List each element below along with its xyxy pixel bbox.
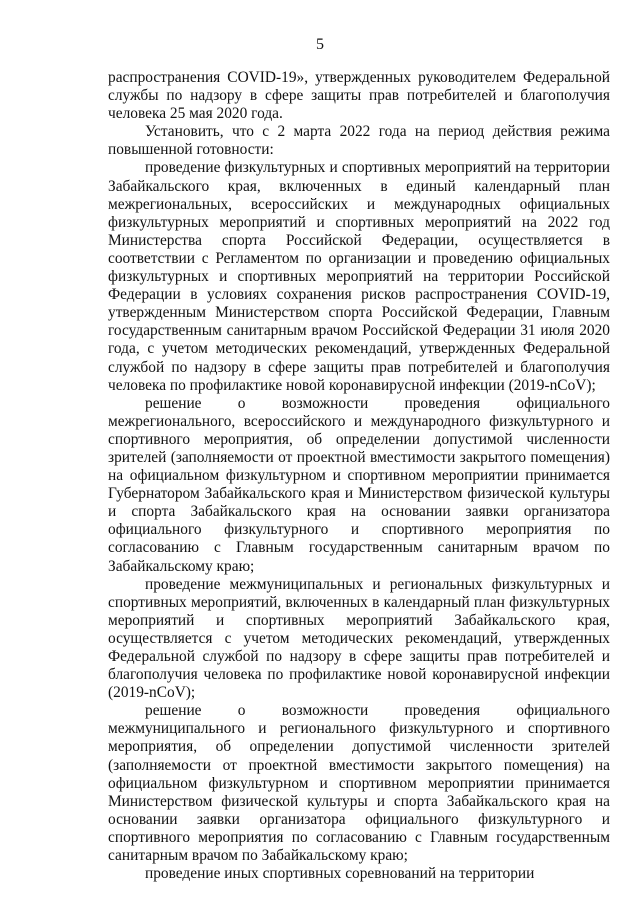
paragraph-other-competitions: проведение иных спортивных соревнований на территории bbox=[145, 865, 535, 883]
paragraph-regional-events: проведение межмуниципальных и региональных физкультурных и спортивных мероприятий, включенных в календарный план физкультурных мероприятий и спортивных мероприятий Забайкальского края, осуществляется с учетом методических рекомендаций, утвержденных Федеральной службой по надзору в сфере защиты прав потребителей и благополучия человека по профилактике новой коронавирусной инфекции (2019-nCoV); bbox=[108, 575, 610, 702]
page-number: 5 bbox=[316, 36, 324, 53]
paragraph-continuation: распространения COVID-19», утвержденных руководителем Федеральной службы по надзору в сфере защиты прав потребителей и благополучия человека 25 мая 2020 года. bbox=[108, 69, 610, 123]
paragraph-regional-spectators: решение о возможности проведения официального межмуниципального и регионального физкультурного и спортивного мероприятия, об определении допустимой численности зрителей (заполняемости от проектной вместимости закрытого помещения) на официальном физкультурном и спортивном мероприятии принимается Министерством физической культуры и спорта Забайкальского края на основании заявки организатора официального физкультурного и спортивного мероприятия по согласованию с Главным государственным санитарным врачом по Забайкальскому краю; bbox=[108, 702, 610, 865]
document-body bbox=[108, 69, 610, 883]
paragraph-resolution: Установить, что с 2 марта 2022 года на период действия режима повышенной готовности: bbox=[108, 123, 610, 159]
paragraph-federal-events: проведение физкультурных и спортивных мероприятий на территории Забайкальского края, включенных в единый календарный план межрегиональных, всероссийских и международных официальных физкультурных мероприятий и спортивных мероприятий на 2022 год Министерства спорта Российской Федерации, осуществляется в соответствии с Регламентом по организации и проведению официальных физкультурных и спортивных мероприятий на территории Российской Федерации в условиях сохранения рисков распространения COVID-19, утвержденным Министерством спорта Российской Федерации, Главным государственным санитарным врачом Российской Федерации 31 июля 2020 года, с учетом методических рекомендаций, утвержденных Федеральной службой по надзору в сфере защиты прав потребителей и благополучия человека по профилактике новой коронавирусной инфекции (2019-nCoV); bbox=[108, 159, 610, 394]
paragraph-federal-spectators: решение о возможности проведения официального межрегионального, всероссийского и международного физкультурного и спортивного мероприятия, об определении допустимой численности зрителей (заполняемости от проектной вместимости закрытого помещения) на официальном физкультурном и спортивном мероприятии принимается Губернатором Забайкальского края и Министерством физической культуры и спорта Забайкальского края на основании заявки организатора официального физкультурного и спортивного мероприятия по согласованию с Главным государственным санитарным врачом по Забайкальскому краю; bbox=[108, 394, 610, 575]
